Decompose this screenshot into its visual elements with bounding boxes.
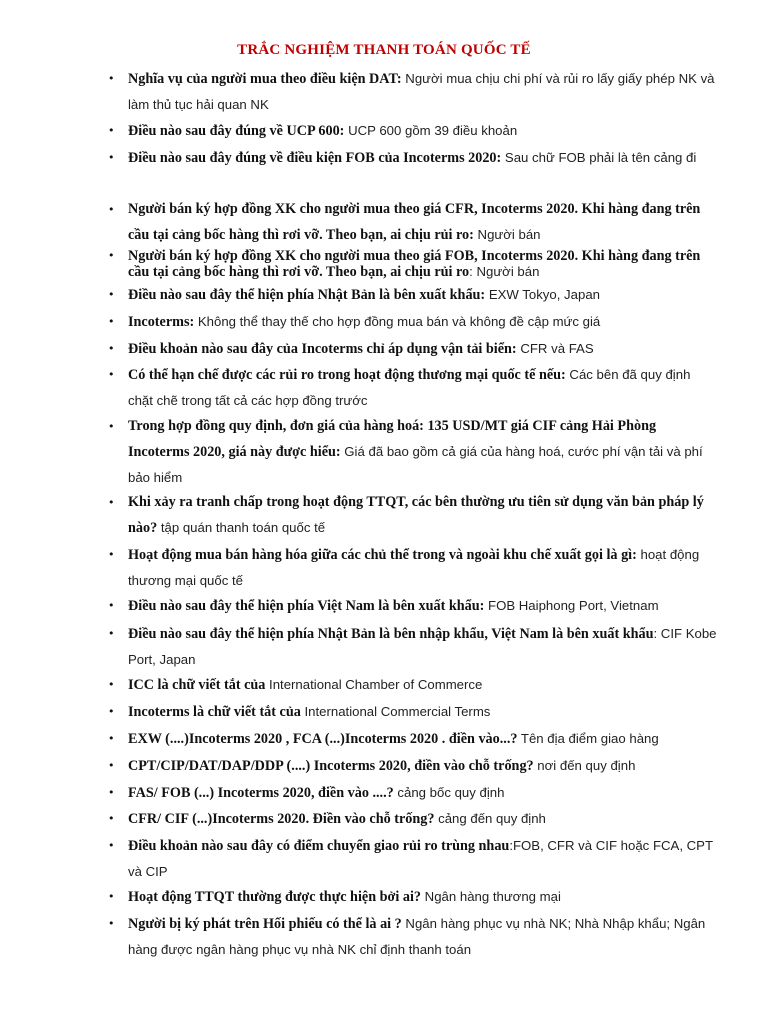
list-item	[128, 282, 718, 308]
answer-text: Ngân hàng thương mại	[421, 889, 561, 904]
question-text: Điều nào sau đây thể hiện phía Nhật Bản là bên nhập khẩu, Việt Nam là bên xuất khẩu	[128, 626, 654, 642]
answer-text: Sau chữ FOB phải là tên cảng đi	[501, 150, 697, 165]
list-item	[128, 336, 718, 362]
list-item	[128, 884, 718, 910]
answer-text: CFR và FAS	[516, 341, 594, 356]
list-item	[128, 621, 718, 673]
list-item	[128, 911, 718, 963]
answer-text: UCP 600 gồm 39 điều khoản	[344, 123, 518, 138]
question-text: Incoterms là chữ viết tắt của	[128, 704, 301, 720]
question-text: Khi xảy ra tranh chấp trong hoạt động TTQT, các bên thường ưu tiên sử dụng văn bản pháp lý nào?	[128, 494, 704, 536]
answer-text: : CIF Kobe Port, Japan	[128, 626, 717, 667]
list-item	[128, 833, 718, 885]
list-item	[128, 362, 718, 414]
list-item	[128, 145, 718, 171]
question-text: Hoạt động mua bán hàng hóa giữa các chủ thể trong và ngoài khu chế xuất gọi là gì:	[128, 547, 637, 563]
answer-text: hoạt động thương mại quốc tế	[128, 547, 700, 588]
answer-text: :FOB, CFR và CIF hoặc FCA, CPT và CIP	[128, 838, 713, 879]
answer-text: Không thể thay thế cho hợp đồng mua bán và không đề cập mức giá	[194, 314, 601, 329]
question-text: Người bán ký hợp đồng XK cho người mua theo giá FOB, Incoterms 2020. Khi hàng đang trên cầu tại cảng bốc hàng thì rơi vỡ. Theo bạn, ai chịu rủi ro	[128, 248, 701, 280]
answer-text: Người mua chịu chi phí và rủi ro lấy giấy phép NK và làm thủ tục hải quan NK	[128, 71, 715, 112]
question-text: Incoterms:	[128, 314, 195, 330]
list-item	[128, 197, 718, 248]
list-item	[128, 309, 718, 335]
list-item	[128, 780, 718, 806]
answer-text: Người bán	[473, 227, 541, 242]
question-text: Hoạt động TTQT thường được thực hiện bởi ai?	[128, 889, 421, 905]
answer-text: International Commercial Terms	[300, 704, 491, 719]
answer-text: nơi đến quy định	[533, 758, 636, 773]
question-text: Điều nào sau đây thể hiện phía Nhật Bản là bên xuất khẩu:	[128, 287, 486, 303]
list-item	[128, 542, 718, 594]
question-text: Điều khoản nào sau đây có điểm chuyển giao rủi ro trùng nhau	[128, 838, 510, 854]
question-text: Người bán ký hợp đồng XK cho người mua theo giá CFR, Incoterms 2020. Khi hàng đang trên cầu tại cảng bốc hàng thì rơi vỡ. Theo bạn, ai chịu rủi ro:	[128, 201, 701, 243]
question-text: FAS/ FOB (...) Incoterms 2020, điền vào ....?	[128, 785, 394, 801]
list-item	[128, 414, 718, 491]
question-text: Trong hợp đồng quy định, đơn giá của hàng hoá: 135 USD/MT giá CIF cảng Hải Phòng Incoterms 2020, giá này được hiểu:	[128, 418, 657, 460]
question-text: Điều nào sau đây đúng về UCP 600:	[128, 123, 345, 139]
list-item	[128, 699, 718, 725]
list-item	[128, 248, 718, 280]
answer-text: Ngân hàng phục vụ nhà NK; Nhà Nhập khẩu; Ngân hàng được ngân hàng phục vụ nhà NK chỉ định thanh toán	[128, 916, 706, 957]
answer-text: International Chamber of Commerce	[265, 677, 483, 692]
list-item	[128, 118, 718, 144]
question-text: CPT/CIP/DAT/DAP/DDP (....) Incoterms 2020, điền vào chỗ trống?	[128, 758, 534, 774]
question-text: Điều nào sau đây đúng về điều kiện FOB của Incoterms 2020:	[128, 150, 502, 166]
question-text: Nghĩa vụ của người mua theo điều kiện DAT:	[128, 71, 402, 87]
answer-text: cảng đến quy định	[434, 811, 546, 826]
question-text: CFR/ CIF (...)Incoterms 2020. Điền vào chỗ trống?	[128, 811, 435, 827]
question-text: ICC là chữ viết tắt của	[128, 677, 266, 693]
answer-text: EXW Tokyo, Japan	[485, 287, 600, 302]
answer-text: : Người bán	[469, 264, 540, 279]
list-item	[128, 490, 718, 541]
question-text: Điều nào sau đây thể hiện phía Việt Nam là bên xuất khẩu:	[128, 598, 485, 614]
document-title: TRẮC NGHIỆM THANH TOÁN QUỐC TẾ	[237, 42, 531, 58]
answer-text: Các bên đã quy định chặt chẽ trong tất cả các hợp đồng trước	[128, 367, 691, 408]
question-text: Người bị ký phát trên Hối phiếu có thể là ai ?	[128, 916, 402, 932]
question-text: Điều khoản nào sau đây của Incoterms chỉ áp dụng vận tải biển:	[128, 341, 517, 357]
answer-text: tập quán thanh toán quốc tế	[157, 520, 326, 535]
list-item	[128, 66, 718, 118]
list-item	[128, 753, 718, 779]
question-text: EXW (....)Incoterms 2020 , FCA (...)Incoterms 2020 . điền vào...?	[128, 731, 518, 747]
answer-text: FOB Haiphong Port, Vietnam	[484, 598, 659, 613]
answer-text: Tên địa điểm giao hàng	[517, 731, 659, 746]
list-item	[128, 593, 718, 619]
answer-text: cảng bốc quy định	[393, 785, 505, 800]
list-item	[128, 672, 718, 698]
answer-text: Giá đã bao gồm cả giá của hàng hoá, cước phí vận tải và phí bảo hiểm	[128, 444, 703, 485]
question-text: Có thể hạn chế được các rủi ro trong hoạt động thương mại quốc tế nếu:	[128, 367, 566, 383]
list-item	[128, 806, 718, 832]
list-item	[128, 726, 718, 752]
